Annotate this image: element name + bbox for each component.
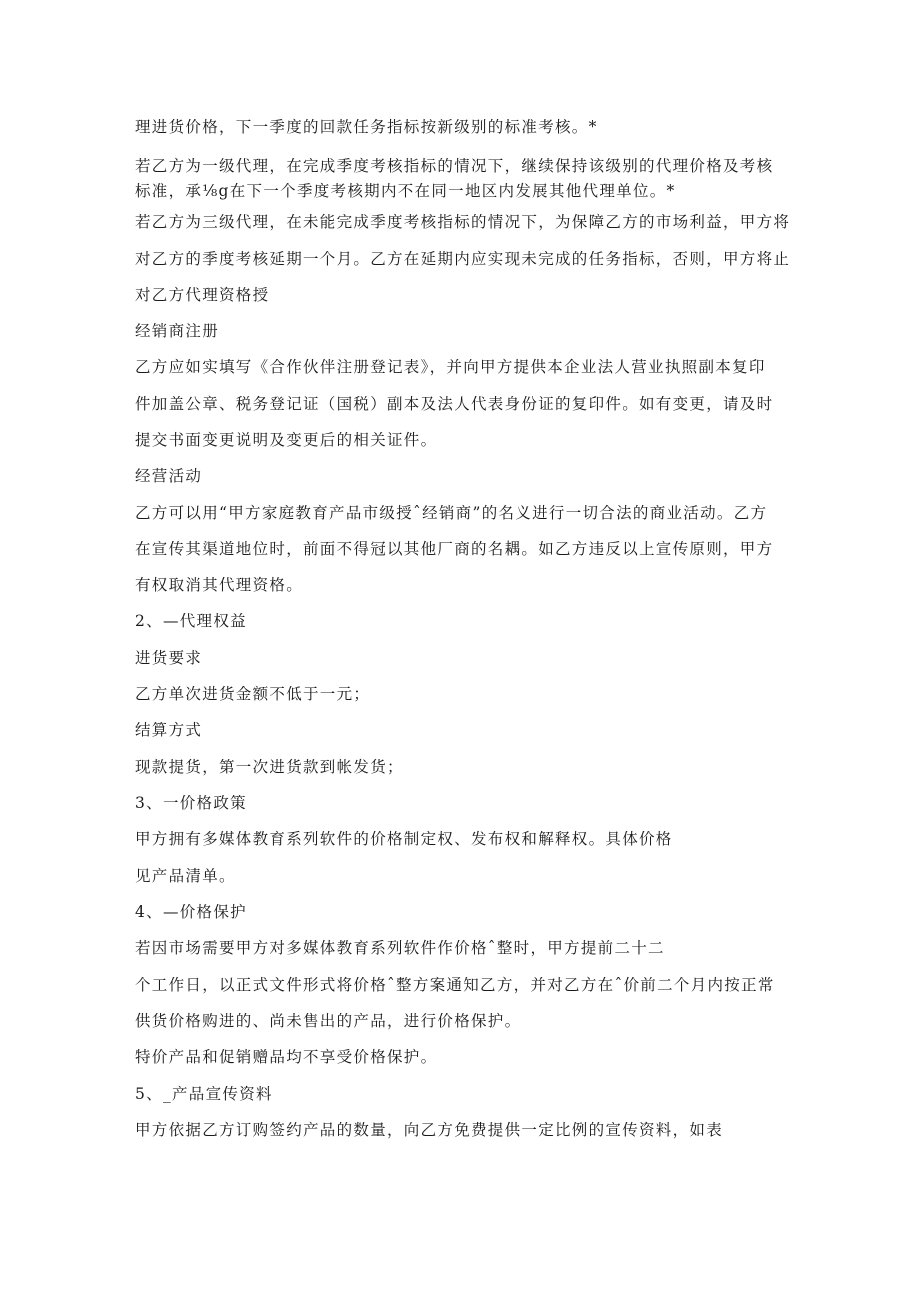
text-line: 乙方可以用“甲方家庭教育产品市级授ˆ经销商”的名义进行一切合法的商业活动。乙方 xyxy=(135,504,768,522)
text-line: 对乙方代理资格授 xyxy=(135,286,270,304)
text-line: 对乙方的季度考核延期一个月。乙方在延期内应实现未完成的任务指标，否则，甲方将止 xyxy=(135,250,791,268)
text-line: 见产品清单。 xyxy=(135,867,236,885)
section-heading: 经营活动 xyxy=(135,467,203,485)
text-line: 现款提货，第一次进货款到帐发货； xyxy=(135,758,404,776)
text-line: 甲方拥有多媒体教育系列软件的价格制定权、发布权和解释权。具体价格 xyxy=(135,830,673,848)
section-heading: 结算方式 xyxy=(135,721,203,739)
text-line: 甲方依据乙方订购签约产品的数量，向乙方免费提供一定比例的宣传资料，如表 xyxy=(135,1121,724,1139)
text-line: 件加盖公章、税务登记证（国税）副本及法人代表身份证的复印件。如有变更，请及时 xyxy=(135,395,774,413)
section-heading: 5、_产品宣传资料 xyxy=(135,1085,273,1103)
text-line: 标准，承⅛g在下一个季度考核期内不在同一地区内发展其他代理单位。* xyxy=(135,182,676,200)
text-line: 提交书面变更说明及变更后的相关证件。 xyxy=(135,431,438,449)
text-line: 供货价格购进的、尚未售出的产品，进行价格保护。 xyxy=(135,1012,522,1030)
text-line: 若因市场需要甲方对多媒体教育系列软件作价格ˆ整时，甲方提前二十二 xyxy=(135,939,665,957)
text-line: 理进货价格，下一季度的回款任务指标按新级别的标准考核。* xyxy=(135,118,598,136)
section-heading: 进货要求 xyxy=(135,649,203,667)
section-heading: 3、一价格政策 xyxy=(135,794,247,812)
text-line: 若乙方为一级代理，在完成季度考核指标的情况下，继续保持该级别的代理价格及考核 xyxy=(135,157,774,175)
section-heading: 经销商注册 xyxy=(135,322,220,340)
text-line: 有权取消其代理资格。 xyxy=(135,576,304,594)
text-line: 乙方单次进货金额不低于一元； xyxy=(135,685,371,703)
text-line: 乙方应如实填写《合作伙伴注册登记表》，并向甲方提供本企业法人营业执照副本复印 xyxy=(135,358,766,376)
text-line: 若乙方为三级代理，在未能完成季度考核指标的情况下，为保障乙方的市场利益，甲方将 xyxy=(135,213,791,231)
text-line: 特价产品和促销赠品均不享受价格保护。 xyxy=(135,1048,438,1066)
section-heading: 4、—价格保护 xyxy=(135,903,247,921)
text-line: 个工作日，以正式文件形式将价格ˆ整方案通知乙方，并对乙方在ˆ价前二个月内按正常 xyxy=(135,976,775,994)
section-heading: 2、—代理权益 xyxy=(135,612,247,630)
text-line: 在宣传其渠道地位时，前面不得冠以其他厂商的名耦。如乙方违反以上宣传原则，甲方 xyxy=(135,540,774,558)
